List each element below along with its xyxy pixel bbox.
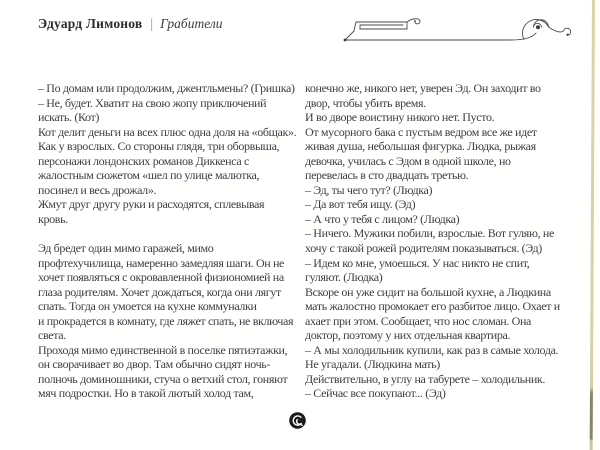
text-line: кровь. <box>38 211 68 226</box>
text-line <box>38 226 300 241</box>
text-line: конечно же, никого нет, уверен Эд. Он заходит во <box>305 81 541 95</box>
text-line: искать. (Кот) <box>38 110 100 125</box>
text-column-left <box>38 81 300 401</box>
text-line: Действительно, в углу на табурете – холодильник. <box>305 371 546 386</box>
text-line: живая душа, небольшая фигурка. Людка, рыжая <box>305 139 536 154</box>
calligraphic-flourish-icon <box>343 10 577 51</box>
text-line: полночь доминошники, стуча о ветхий стол, гоняют <box>38 371 288 386</box>
text-line: доктор, поэтому у них отдельная квартира. <box>305 328 511 343</box>
text-line: света. <box>38 328 66 343</box>
text-line: хочет появляться с окровавленной физиономией на <box>38 270 284 285</box>
text-line: И во дворе воистину никого нет. Пусто. <box>305 110 495 125</box>
text-line: персонажи лондонских романов Диккенса с <box>38 153 249 168</box>
text-line: ахает при этом. Сообщает, что нос сломан. Она <box>305 313 532 328</box>
text-column-right <box>305 81 575 401</box>
text-line: Эд бредет один мимо гаражей, мимо <box>38 241 214 256</box>
book-title: Грабители <box>160 16 223 31</box>
text-line: Жмут друг другу руки и расходятся, сплевывая <box>38 197 265 212</box>
text-line: спать. Тогда он умоется на кухне коммуналки <box>38 299 257 314</box>
text-line: – А мы холодильник купили, как раз в самые холода. <box>305 342 559 357</box>
page-header <box>38 16 223 32</box>
text-line: Не угадали. (Людкина мать) <box>305 357 440 372</box>
text-line: двор, чтобы убить время. <box>305 95 426 110</box>
text-line: – А что у тебя с лицом? (Людка) <box>305 211 460 226</box>
swirl-page-marker-icon <box>289 412 306 429</box>
text-line: – Сейчас все покупают... (Эд) <box>305 386 446 401</box>
text-line: – Да вот тебя ищу. (Эд) <box>305 197 416 212</box>
text-line: Вскоре он уже сидит на большой кухне, а Людкина <box>305 284 551 299</box>
author-name: Эдуард Лимонов <box>38 16 143 31</box>
text-line: глаза родителям. Хочет дождаться, когда они лягут <box>38 284 281 299</box>
text-line: и прокрадется в комнату, где ляжет спать, не включая <box>38 313 294 328</box>
text-line: хочу с такой рожей родителям показываться. (Эд) <box>305 241 542 256</box>
text-line: От мусорного бака с пустым ведром все же идет <box>305 124 537 139</box>
text-line: – Эд, ты чего тут? (Людка) <box>305 182 433 197</box>
header-separator: | <box>150 16 154 31</box>
book-page-edge-strip <box>590 0 595 450</box>
text-line: Кот делит деньги на всех плюс одна доля на «общак». <box>38 124 297 139</box>
text-line: Проходя мимо единственной в поселке пятиэтажки, <box>38 342 288 357</box>
text-line: – Ничего. Мужики побили, взрослые. Вот гуляю, не <box>305 226 554 241</box>
text-line: мяч подростки. Но в такой лютый холод там, <box>38 386 254 401</box>
text-line: гуляют. (Людка) <box>305 270 383 285</box>
text-line: – Не, будет. Хватит на свою жопу приключений <box>38 95 267 110</box>
text-line: он сворачивает во двор. Там обычно сидят ночь- <box>38 357 271 372</box>
text-line: – Идем ко мне, умоешься. У нас никто не спит, <box>305 255 530 270</box>
text-line: девочка, училась с Эдом в одной школе, но <box>305 153 511 168</box>
text-line: Как у взрослых. Со стороны глядя, три оборвыша, <box>38 139 280 154</box>
text-line: перевелась в сто двадцать третью. <box>305 168 469 183</box>
text-line: профтехучилища, намеренно замедляя шаги. Он не <box>38 255 285 270</box>
text-line: мать жалостно промокает его разбитое лицо. Охает и <box>305 299 560 314</box>
text-line: – По домам или продолжим, джентльмены? (Гришка) <box>38 81 295 95</box>
text-line: посинел и весь дрожал». <box>38 182 157 197</box>
text-line: жалостным сюжетом «шел по улице малютка, <box>38 168 260 183</box>
